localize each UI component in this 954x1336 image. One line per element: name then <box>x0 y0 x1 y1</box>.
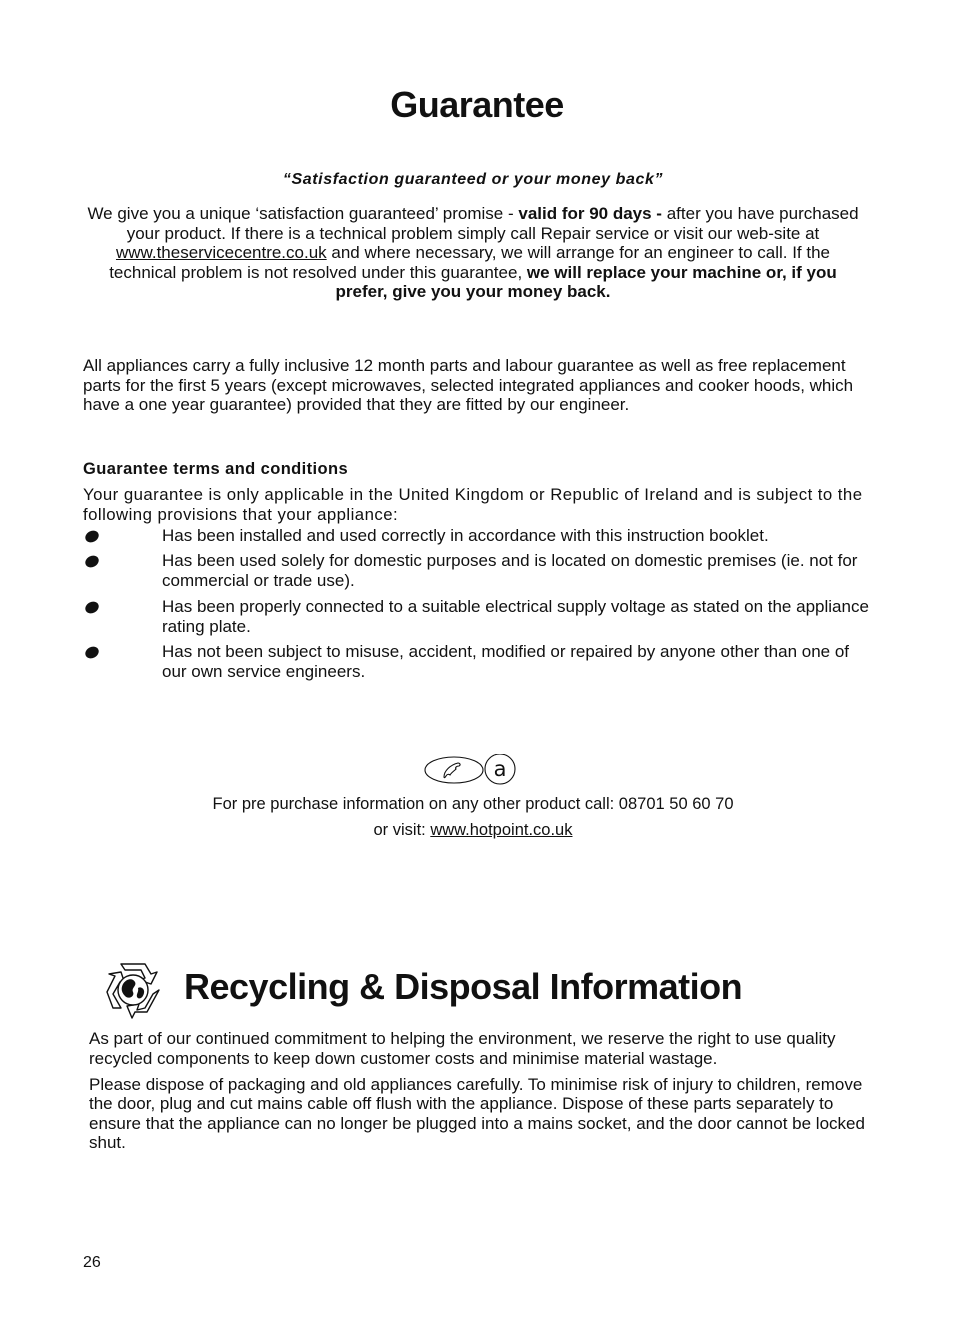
page-number: 26 <box>83 1254 101 1271</box>
contact-web-prefix: or visit: <box>373 821 431 839</box>
terms-intro-paragraph: Your guarantee is only applicable in the United Kingdom or Republic of Ireland and is subject to the following provisions that your appliance: <box>83 485 863 524</box>
guarantee-slogan: “Satisfaction guaranteed or your money back” <box>282 171 664 188</box>
bullet-text: Has been properly connected to a suitable electrical supply voltage as stated on the appliance rating plate. <box>162 597 869 636</box>
contact-icons <box>424 754 518 786</box>
recycle-globe-icon <box>101 958 165 1020</box>
guarantee-promise-paragraph <box>82 204 864 302</box>
at-sign-icon <box>485 754 515 784</box>
recycling-body <box>89 1029 879 1160</box>
contact-info <box>0 791 946 843</box>
recycling-paragraph: As part of our continued commitment to helping the environment, we reserve the right to use quality recycled components to keep down customer costs and minimise material wastage. <box>89 1029 836 1068</box>
section-title-recycling: Recycling & Disposal Information <box>184 966 743 1007</box>
page-title: Guarantee <box>390 84 564 125</box>
promise-bold-90-days: valid for 90 days - <box>518 204 662 223</box>
hotpoint-link[interactable]: www.hotpoint.co.uk <box>430 821 573 839</box>
promise-text-2: after you have purchased your product. If there is a technical problem simply call Repair service or visit our web-site at <box>126 204 859 243</box>
bullet-text: Has not been subject to misuse, accident, modified or repaired by anyone other than one of our own service engineers. <box>162 642 850 681</box>
phone-at-icon-group <box>424 754 518 786</box>
inclusive-guarantee-paragraph: All appliances carry a fully inclusive 12 month parts and labour guarantee as well as free replacement parts for the first 5 years (except microwaves, selected integrated appliances and cooker hoods, which have a one year guarantee) provided that they are fitted by our engineer. <box>83 356 854 415</box>
bullet-icon <box>83 528 101 544</box>
promise-text-1: We give you a unique ‘satisfaction guaranteed’ promise - <box>87 204 519 223</box>
terms-heading: Guarantee terms and conditions <box>83 460 349 478</box>
bullet-icon <box>83 644 101 660</box>
promise-bold-replace: we will replace your machine or, if you prefer, give you your money back. <box>335 262 837 302</box>
contact-phone-line: For pre purchase information on any other product call: 08701 50 60 70 <box>212 795 734 813</box>
bullet-icon <box>83 599 101 615</box>
service-centre-link[interactable]: www.theservicecentre.co.uk <box>115 243 327 263</box>
bullet-text: Has been used solely for domestic purposes and is located on domestic premises (ie. not for commercial or trade use). <box>162 551 858 590</box>
promise-text-3: and where necessary, we will arrange for an engineer to call. If the technical problem is not resolved under this guarantee, <box>109 243 831 282</box>
bullet-icon <box>83 553 101 569</box>
svg-text:a: a <box>493 757 507 781</box>
phone-icon <box>425 757 483 783</box>
recycling-paragraph: Please dispose of packaging and old appliances carefully. To minimise risk of injury to children, remove the door, plug and cut mains cable off flush with the appliance. Dispose of these parts separately to ensure that the appliance can no longer be plugged into a mains socket, and the door cannot be locked shut. <box>89 1074 865 1153</box>
contact-web-line <box>0 817 946 843</box>
bullet-text: Has been installed and used correctly in accordance with this instruction booklet. <box>162 526 769 545</box>
